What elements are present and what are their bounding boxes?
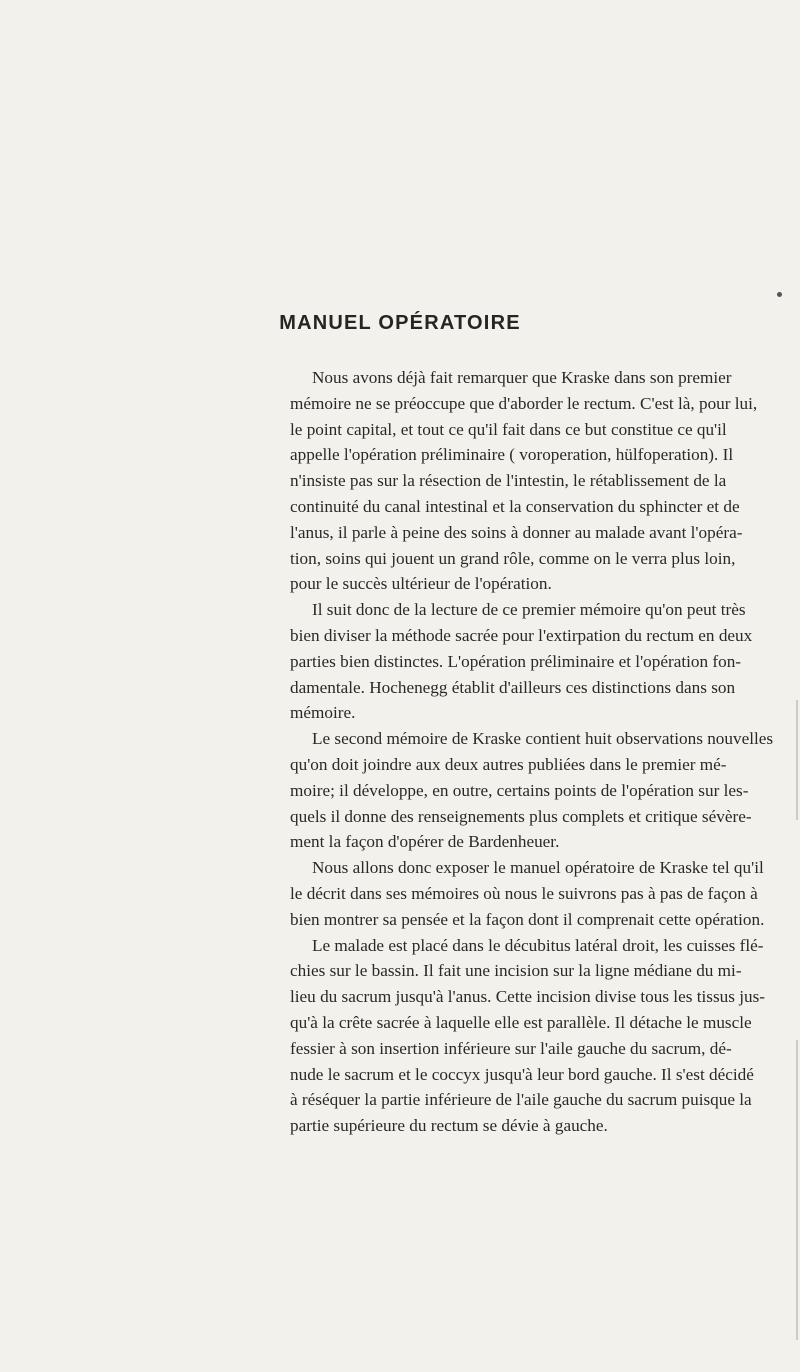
text-line: Nous avons déjà fait remarquer que Kraske dans son premier bbox=[312, 368, 732, 387]
text-line: lieu du sacrum jusqu'à l'anus. Cette incision divise tous les tissus jus- bbox=[290, 987, 765, 1007]
text-line: bien diviser la méthode sacrée pour l'extirpation du rectum en deux bbox=[290, 625, 753, 645]
body-text bbox=[290, 365, 774, 1139]
text-line: qu'on doit joindre aux deux autres publiées dans le premier mé- bbox=[290, 754, 727, 774]
text-line: mémoire ne se préoccupe que d'aborder le rectum. C'est là, pour lui, bbox=[290, 393, 758, 413]
text-line: bien montrer sa pensée et la façon dont il comprenait cette opération. bbox=[290, 909, 765, 929]
text-line: qu'à la crête sacrée à laquelle elle est parallèle. Il détache le muscle bbox=[290, 1012, 752, 1032]
text-line: Nous allons donc exposer le manuel opératoire de Kraske tel qu'il bbox=[312, 858, 764, 878]
paragraph bbox=[290, 726, 774, 855]
page-edge-shadow bbox=[796, 700, 798, 820]
text-line: Le second mémoire de Kraske contient huit observations nouvelles bbox=[312, 729, 774, 749]
text-line: parties bien distinctes. L'opération préliminaire et l'opération fon- bbox=[290, 651, 742, 671]
text-line: pour le succès ultérieur de l'opération. bbox=[290, 574, 552, 594]
paragraph bbox=[290, 365, 758, 597]
text-line: damentale. Hochenegg établit d'ailleurs ces distinctions dans son bbox=[290, 677, 736, 697]
paragraph bbox=[290, 933, 765, 1139]
page-edge-shadow bbox=[796, 1040, 798, 1340]
text-line: tion, soins qui jouent un grand rôle, comme on le verra plus loin, bbox=[290, 548, 736, 568]
text-line: l'anus, il parle à peine des soins à donner au malade avant l'opéra- bbox=[290, 522, 743, 542]
text-line: le point capital, et tout ce qu'il fait dans ce but constitue ce qu'il bbox=[290, 419, 727, 439]
text-line: Le malade est placé dans le décubitus latéral droit, les cuisses flé- bbox=[312, 935, 764, 955]
text-line: nude le sacrum et le coccyx jusqu'à leur bord gauche. Il s'est décidé bbox=[290, 1064, 754, 1084]
text-line: Il suit donc de la lecture de ce premier mémoire qu'on peut très bbox=[312, 600, 746, 620]
text-line: quels il donne des renseignements plus complets et critique sévère- bbox=[290, 806, 752, 826]
margin-dot bbox=[777, 292, 782, 297]
paragraph bbox=[290, 597, 753, 726]
text-line: fessier à son insertion inférieure sur l'aile gauche du sacrum, dé- bbox=[290, 1038, 732, 1058]
text-line: appelle l'opération préliminaire ( voroperation, hülfoperation). Il bbox=[290, 445, 734, 465]
text-line: partie supérieure du rectum se dévie à gauche. bbox=[290, 1116, 608, 1136]
text-line: n'insiste pas sur la résection de l'intestin, le rétablissement de la bbox=[290, 471, 727, 491]
text-line: ment la façon d'opérer de Bardenheuer. bbox=[290, 832, 560, 852]
page-heading: MANUEL OPÉRATOIRE bbox=[279, 312, 521, 334]
text-line: mémoire. bbox=[290, 703, 356, 723]
text-line: chies sur le bassin. Il fait une incision sur la ligne médiane du mi- bbox=[290, 961, 742, 981]
text-line: le décrit dans ses mémoires où nous le suivrons pas à pas de façon à bbox=[290, 883, 758, 903]
text-line: à réséquer la partie inférieure de l'aile gauche du sacrum puisque la bbox=[290, 1090, 752, 1110]
text-line: continuité du canal intestinal et la conservation du sphincter et de bbox=[290, 496, 740, 516]
paragraph bbox=[290, 855, 765, 932]
text-line: moire; il développe, en outre, certains points de l'opération sur les- bbox=[290, 780, 749, 800]
